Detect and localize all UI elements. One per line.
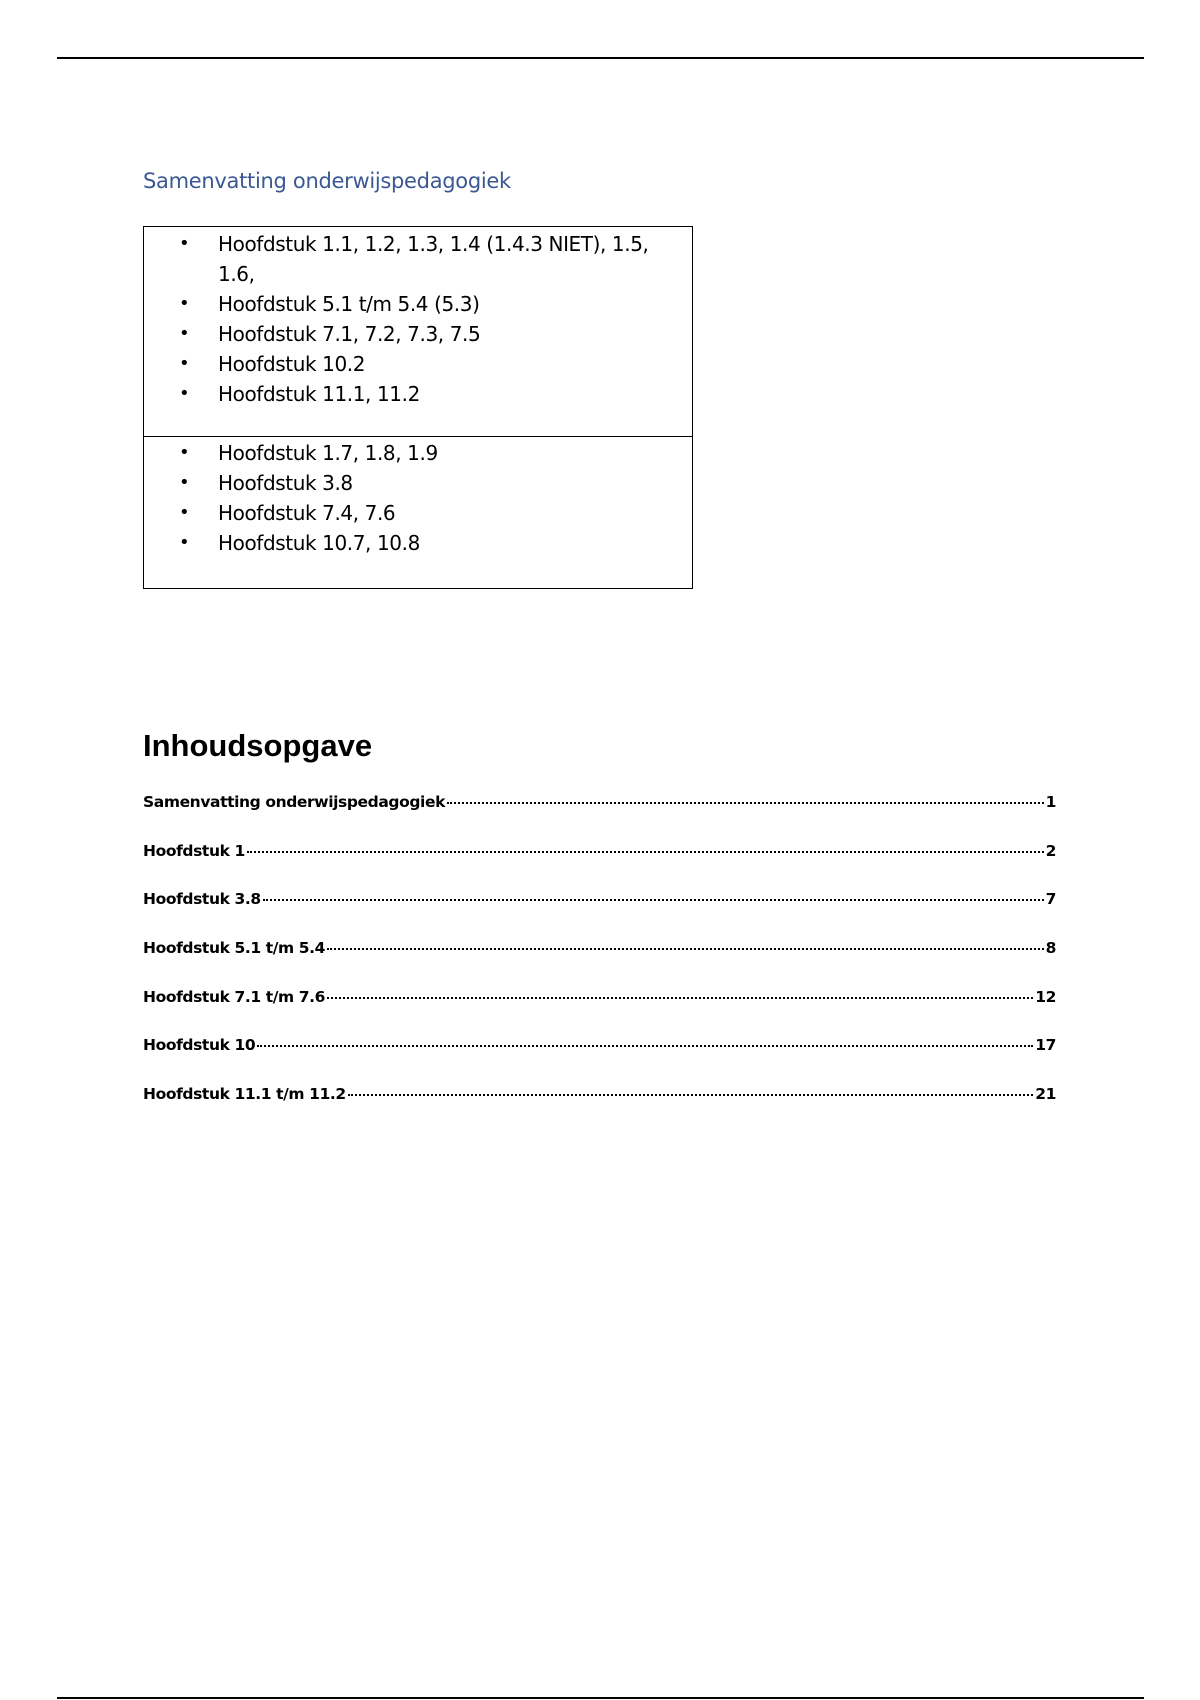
scope-cell-main [144, 227, 692, 437]
toc-entry[interactable] [143, 793, 1056, 842]
bullet-icon: • [179, 442, 190, 463]
toc-heading: Inhoudsopgave [143, 728, 373, 763]
toc-entry[interactable] [143, 939, 1056, 988]
toc-entry-title[interactable]: Hoofdstuk 5.1 t/m 5.4 [143, 939, 326, 958]
toc-entry-title[interactable]: Hoofdstuk 11.1 t/m 11.2 [143, 1085, 346, 1104]
toc-dot-leader [257, 1045, 1033, 1047]
toc-dot-leader [348, 1094, 1033, 1096]
bullet-icon: • [179, 233, 190, 254]
toc-entry-page[interactable]: 12 [1035, 987, 1056, 1006]
scope-cell-extra [144, 437, 692, 588]
list-item [144, 498, 692, 528]
list-item-text: Hoofdstuk 5.1 t/m 5.4 (5.3) [218, 292, 480, 316]
list-item [144, 289, 692, 319]
list-item [144, 349, 692, 379]
toc-entry-page[interactable]: 8 [1045, 939, 1056, 958]
header-rule [57, 57, 1144, 59]
list-item [144, 229, 692, 289]
toc-dot-leader [263, 899, 1044, 901]
toc-entry-title[interactable]: Hoofdstuk 1 [143, 841, 245, 860]
toc-entry-title[interactable]: Hoofdstuk 7.1 t/m 7.6 [143, 987, 326, 1006]
bullet-icon: • [179, 353, 190, 374]
toc-entry[interactable] [143, 1036, 1056, 1085]
bullet-icon: • [179, 532, 190, 553]
list-item [144, 528, 692, 558]
list-item-text: Hoofdstuk 10.7, 10.8 [218, 531, 420, 555]
list-item-text: Hoofdstuk 7.4, 7.6 [218, 501, 396, 525]
toc-dot-leader [327, 997, 1033, 999]
toc-entry-title[interactable]: Samenvatting onderwijspedagogiek [143, 793, 445, 811]
list-item-text: Hoofdstuk 1.1, 1.2, 1.3, 1.4 (1.4.3 NIET), 1.5, 1.6, [218, 232, 649, 286]
list-item [144, 379, 692, 409]
toc-entry-title[interactable]: Hoofdstuk 10 [143, 1036, 256, 1055]
list-item-text: Hoofdstuk 11.1, 11.2 [218, 382, 420, 406]
list-item-text: Hoofdstuk 10.2 [218, 352, 366, 376]
bullet-icon: • [179, 323, 190, 344]
bullet-icon: • [179, 472, 190, 493]
scope-list-extra [144, 438, 692, 558]
toc-dot-leader [247, 851, 1044, 853]
toc-entry[interactable] [143, 842, 1056, 891]
chapter-scope-table [143, 226, 693, 589]
toc-entry[interactable] [143, 1085, 1056, 1134]
document-heading: Samenvatting onderwijspedagogiek [143, 169, 511, 193]
toc-entry-page[interactable]: 7 [1045, 890, 1056, 909]
toc-entry-page[interactable]: 21 [1035, 1085, 1056, 1104]
list-item-text: Hoofdstuk 7.1, 7.2, 7.3, 7.5 [218, 322, 481, 346]
list-item-text: Hoofdstuk 3.8 [218, 471, 353, 495]
list-item [144, 468, 692, 498]
toc-dot-leader [447, 802, 1044, 804]
toc-entry-page[interactable]: 2 [1045, 841, 1056, 860]
toc-entry[interactable] [143, 890, 1056, 939]
toc-entry[interactable] [143, 988, 1056, 1037]
list-item-text: Hoofdstuk 1.7, 1.8, 1.9 [218, 441, 438, 465]
toc-dot-leader [327, 948, 1044, 950]
toc-entry-title[interactable]: Hoofdstuk 3.8 [143, 890, 261, 909]
toc-entry-page[interactable]: 17 [1035, 1036, 1056, 1055]
table-of-contents [143, 793, 1056, 1134]
list-item [144, 319, 692, 349]
bullet-icon: • [179, 383, 190, 404]
footer-rule [57, 1697, 1144, 1699]
bullet-icon: • [179, 502, 190, 523]
scope-list-main [144, 229, 692, 409]
list-item [144, 438, 692, 468]
bullet-icon: • [179, 293, 190, 314]
toc-entry-page[interactable]: 1 [1045, 793, 1056, 811]
